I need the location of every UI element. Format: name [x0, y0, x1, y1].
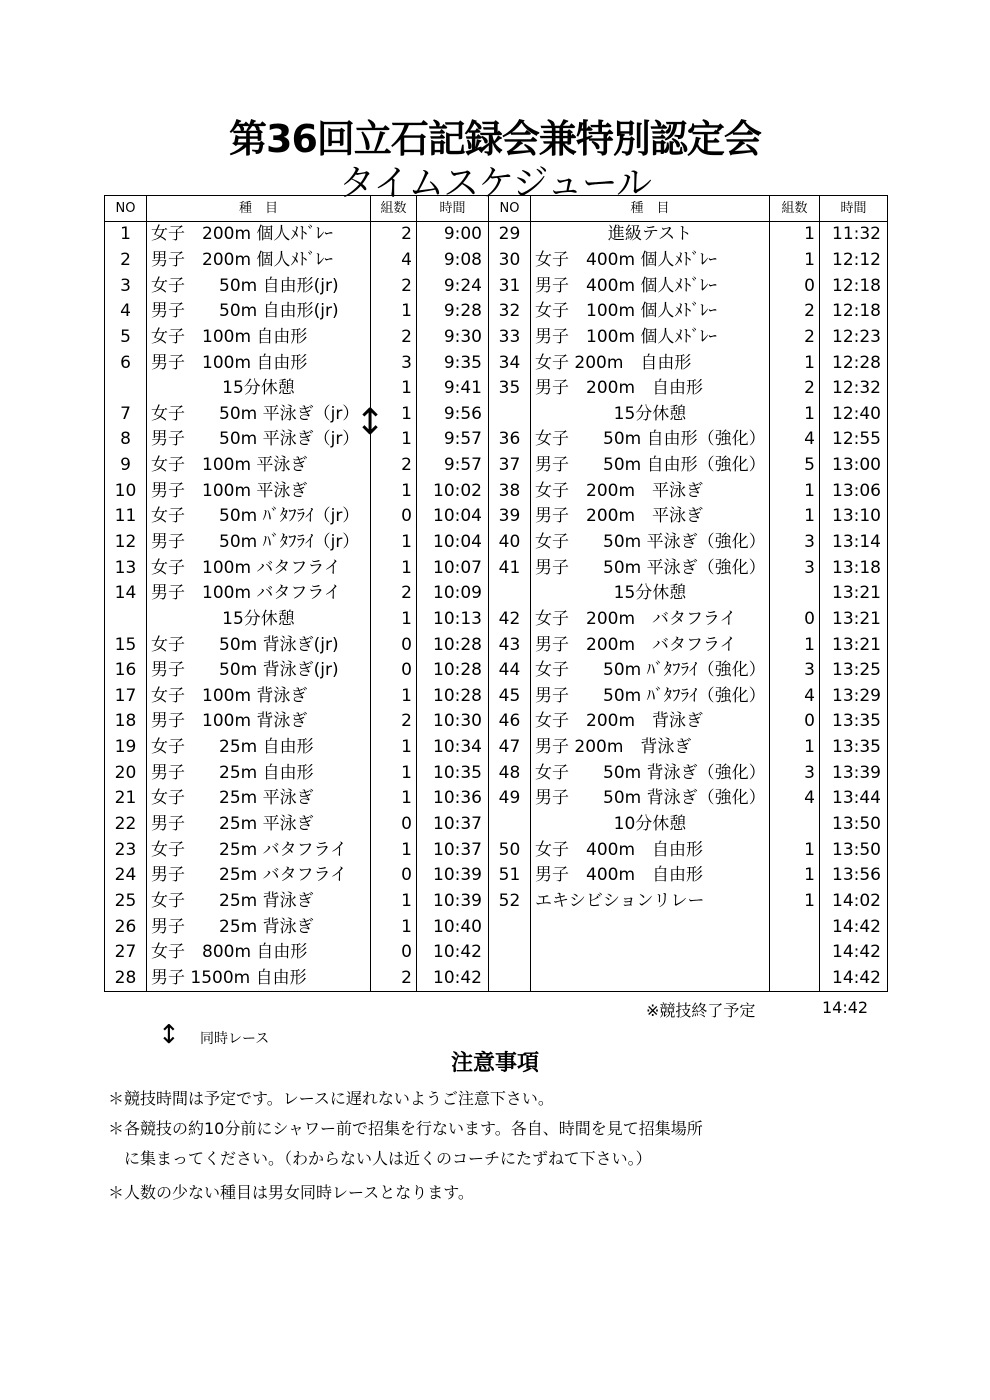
- legend-text: 同時レース: [200, 1031, 270, 1047]
- right-time-cell: 13:21: [820, 632, 888, 658]
- left-event-cell: 男子 200m 個人ﾒﾄﾞﾚｰ: [147, 248, 371, 274]
- left-no-cell: 21: [105, 786, 147, 812]
- table-row: [105, 632, 888, 658]
- right-time-cell: 13:29: [820, 684, 888, 710]
- right-event-cell: 女子 200m 自由形: [531, 350, 770, 376]
- left-time-cell: 9:57: [417, 427, 489, 453]
- table-row: [105, 658, 888, 684]
- right-groups-cell: 1: [770, 837, 820, 863]
- right-groups-cell: 2: [770, 299, 820, 325]
- right-event-cell: 15分休憩: [531, 581, 770, 607]
- right-groups-cell: 2: [770, 325, 820, 351]
- left-event-cell: 女子 100m バタフライ: [147, 555, 371, 581]
- left-time-cell: 9:00: [417, 222, 489, 248]
- table-row: [105, 863, 888, 889]
- right-event-cell: 男子 200m 背泳ぎ: [531, 735, 770, 761]
- left-time-cell: 10:42: [417, 940, 489, 966]
- table-row: [105, 530, 888, 556]
- left-no-cell: 18: [105, 709, 147, 735]
- left-event-cell: 男子 50m 自由形(jr): [147, 299, 371, 325]
- right-no-cell: 41: [489, 555, 531, 581]
- left-event-cell: 男子 25m 背泳ぎ: [147, 914, 371, 940]
- left-time-cell: 10:39: [417, 863, 489, 889]
- right-no-cell: 33: [489, 325, 531, 351]
- right-event-cell: 女子 400m 自由形: [531, 837, 770, 863]
- left-groups-cell: 4: [371, 248, 417, 274]
- left-time-cell: 10:40: [417, 914, 489, 940]
- left-time-cell: 9:08: [417, 248, 489, 274]
- header-groups: 組数: [371, 196, 417, 222]
- right-event-cell: [531, 940, 770, 966]
- left-time-cell: 9:35: [417, 350, 489, 376]
- right-time-cell: 12:40: [820, 401, 888, 427]
- table-row: [105, 504, 888, 530]
- end-note: ※競技終了予定: [646, 1001, 756, 1020]
- right-time-cell: 13:35: [820, 735, 888, 761]
- left-no-cell: 17: [105, 684, 147, 710]
- left-groups-cell: 2: [371, 325, 417, 351]
- table-row: [105, 940, 888, 966]
- left-time-cell: 10:04: [417, 504, 489, 530]
- table-row: [105, 914, 888, 940]
- left-event-cell: 女子 200m 個人ﾒﾄﾞﾚｰ: [147, 222, 371, 248]
- header-time: 時間: [417, 196, 489, 222]
- title-line-1: 第36回立石記録会兼特別認定会: [229, 117, 761, 161]
- left-event-cell: 女子 50m 平泳ぎ（jr）: [147, 401, 371, 427]
- note-4: ＊人数の少ない種目は男女同時レースとなります。: [108, 1183, 474, 1202]
- right-event-cell: 10分休憩: [531, 812, 770, 838]
- table-row: [105, 555, 888, 581]
- left-time-cell: 10:34: [417, 735, 489, 761]
- right-time-cell: 13:21: [820, 581, 888, 607]
- left-event-cell: 男子 50m 平泳ぎ（jr）: [147, 427, 371, 453]
- right-no-cell: 47: [489, 735, 531, 761]
- table-row: [105, 376, 888, 402]
- right-event-cell: 女子 200m 背泳ぎ: [531, 709, 770, 735]
- left-groups-cell: 1: [371, 760, 417, 786]
- right-time-cell: 12:32: [820, 376, 888, 402]
- left-groups-cell: 2: [371, 581, 417, 607]
- right-event-cell: 男子 400m 個人ﾒﾄﾞﾚｰ: [531, 273, 770, 299]
- right-groups-cell: [770, 966, 820, 992]
- right-groups-cell: 1: [770, 863, 820, 889]
- left-groups-cell: 1: [371, 684, 417, 710]
- right-groups-cell: 4: [770, 427, 820, 453]
- right-time-cell: 13:06: [820, 478, 888, 504]
- left-time-cell: 10:28: [417, 658, 489, 684]
- right-event-cell: 男子 100m 個人ﾒﾄﾞﾚｰ: [531, 325, 770, 351]
- right-event-cell: 男子 50m ﾊﾞﾀﾌﾗｲ（強化）: [531, 684, 770, 710]
- table-row: [105, 581, 888, 607]
- left-groups-cell: 3: [371, 350, 417, 376]
- right-groups-cell: 0: [770, 709, 820, 735]
- left-time-cell: 10:28: [417, 684, 489, 710]
- right-no-cell: [489, 966, 531, 992]
- left-groups-cell: 2: [371, 453, 417, 479]
- right-no-cell: [489, 581, 531, 607]
- right-time-cell: 13:18: [820, 555, 888, 581]
- right-event-cell: 男子 50m 背泳ぎ（強化）: [531, 786, 770, 812]
- table-row: [105, 478, 888, 504]
- left-groups-cell: 1: [371, 607, 417, 633]
- left-event-cell: 男子 100m 背泳ぎ: [147, 709, 371, 735]
- left-no-cell: 11: [105, 504, 147, 530]
- left-event-cell: 女子 50m ﾊﾞﾀﾌﾗｲ（jr）: [147, 504, 371, 530]
- header-event: 種 目: [147, 196, 371, 222]
- left-event-cell: 男子 25m 平泳ぎ: [147, 812, 371, 838]
- right-no-cell: 38: [489, 478, 531, 504]
- table-row: [105, 760, 888, 786]
- right-event-cell: 男子 200m 平泳ぎ: [531, 504, 770, 530]
- right-no-cell: 32: [489, 299, 531, 325]
- left-groups-cell: 1: [371, 299, 417, 325]
- left-groups-cell: 0: [371, 632, 417, 658]
- left-groups-cell: 1: [371, 376, 417, 402]
- right-time-cell: 14:42: [820, 966, 888, 992]
- notes-title: 注意事項: [450, 1051, 539, 1076]
- left-time-cell: 10:09: [417, 581, 489, 607]
- left-event-cell: 女子 100m 背泳ぎ: [147, 684, 371, 710]
- schedule-table: [104, 195, 888, 992]
- right-groups-cell: 1: [770, 735, 820, 761]
- title-line-2: タイムスケジュール: [338, 163, 652, 204]
- right-time-cell: 13:14: [820, 530, 888, 556]
- left-groups-cell: 0: [371, 812, 417, 838]
- right-event-cell: [531, 914, 770, 940]
- right-no-cell: 46: [489, 709, 531, 735]
- right-event-cell: [531, 966, 770, 992]
- right-time-cell: 12:23: [820, 325, 888, 351]
- right-no-cell: [489, 914, 531, 940]
- left-event-cell: 15分休憩: [147, 607, 371, 633]
- right-groups-cell: 0: [770, 607, 820, 633]
- right-time-cell: 12:55: [820, 427, 888, 453]
- left-no-cell: 25: [105, 889, 147, 915]
- right-groups-cell: 1: [770, 248, 820, 274]
- right-no-cell: 45: [489, 684, 531, 710]
- right-no-cell: 40: [489, 530, 531, 556]
- left-groups-cell: 1: [371, 786, 417, 812]
- right-event-cell: 男子 50m 自由形（強化）: [531, 453, 770, 479]
- left-no-cell: [105, 607, 147, 633]
- header-groups: 組数: [770, 196, 820, 222]
- left-groups-cell: 1: [371, 889, 417, 915]
- right-groups-cell: 1: [770, 350, 820, 376]
- right-no-cell: 50: [489, 837, 531, 863]
- right-groups-cell: 2: [770, 376, 820, 402]
- left-no-cell: 14: [105, 581, 147, 607]
- left-event-cell: 女子 25m バタフライ: [147, 837, 371, 863]
- simultaneous-race-legend-icon: ↕: [158, 1020, 180, 1050]
- left-event-cell: 女子 25m 平泳ぎ: [147, 786, 371, 812]
- right-time-cell: 13:35: [820, 709, 888, 735]
- right-no-cell: 44: [489, 658, 531, 684]
- right-no-cell: 42: [489, 607, 531, 633]
- left-groups-cell: 2: [371, 222, 417, 248]
- left-event-cell: 女子 50m 自由形(jr): [147, 273, 371, 299]
- right-groups-cell: 3: [770, 530, 820, 556]
- right-no-cell: 36: [489, 427, 531, 453]
- left-no-cell: 3: [105, 273, 147, 299]
- left-no-cell: 12: [105, 530, 147, 556]
- right-time-cell: 13:21: [820, 607, 888, 633]
- right-groups-cell: 0: [770, 273, 820, 299]
- left-groups-cell: 1: [371, 735, 417, 761]
- left-time-cell: 10:04: [417, 530, 489, 556]
- left-groups-cell: 0: [371, 940, 417, 966]
- right-event-cell: 男子 400m 自由形: [531, 863, 770, 889]
- left-time-cell: 10:35: [417, 760, 489, 786]
- right-time-cell: 12:18: [820, 299, 888, 325]
- right-time-cell: 13:00: [820, 453, 888, 479]
- table-header-row: [105, 196, 888, 222]
- table-row: [105, 299, 888, 325]
- left-groups-cell: 0: [371, 863, 417, 889]
- right-time-cell: 13:44: [820, 786, 888, 812]
- right-no-cell: 37: [489, 453, 531, 479]
- left-no-cell: [105, 376, 147, 402]
- left-event-cell: 女子 25m 背泳ぎ: [147, 889, 371, 915]
- left-no-cell: 9: [105, 453, 147, 479]
- table-row: [105, 222, 888, 248]
- table-row: [105, 453, 888, 479]
- left-time-cell: 9:30: [417, 325, 489, 351]
- right-time-cell: 11:32: [820, 222, 888, 248]
- right-time-cell: 12:12: [820, 248, 888, 274]
- header-no: NO: [489, 196, 531, 222]
- right-groups-cell: 1: [770, 504, 820, 530]
- right-time-cell: 14:42: [820, 914, 888, 940]
- note-2: ＊各競技の約10分前にシャワー前で招集を行ないます。各自、時間を見て招集場所: [108, 1119, 703, 1138]
- table-row: [105, 966, 888, 992]
- table-row: [105, 786, 888, 812]
- left-time-cell: 10:30: [417, 709, 489, 735]
- left-time-cell: 10:42: [417, 966, 489, 992]
- left-groups-cell: 1: [371, 401, 417, 427]
- table-row: [105, 709, 888, 735]
- right-time-cell: 12:18: [820, 273, 888, 299]
- left-event-cell: 女子 25m 自由形: [147, 735, 371, 761]
- left-groups-cell: 1: [371, 555, 417, 581]
- table-row: [105, 248, 888, 274]
- table-row: [105, 684, 888, 710]
- header-no: NO: [105, 196, 147, 222]
- left-groups-cell: 1: [371, 914, 417, 940]
- right-groups-cell: 4: [770, 684, 820, 710]
- left-no-cell: 10: [105, 478, 147, 504]
- table-row: [105, 401, 888, 427]
- right-event-cell: 女子 400m 個人ﾒﾄﾞﾚｰ: [531, 248, 770, 274]
- right-no-cell: 30: [489, 248, 531, 274]
- right-time-cell: 13:39: [820, 760, 888, 786]
- left-time-cell: 9:24: [417, 273, 489, 299]
- left-event-cell: 男子 25m バタフライ: [147, 863, 371, 889]
- left-no-cell: 5: [105, 325, 147, 351]
- right-time-cell: 13:50: [820, 837, 888, 863]
- left-event-cell: 男子 100m 自由形: [147, 350, 371, 376]
- right-event-cell: 男子 200m バタフライ: [531, 632, 770, 658]
- left-groups-cell: 2: [371, 709, 417, 735]
- table-row: [105, 837, 888, 863]
- left-time-cell: 10:28: [417, 632, 489, 658]
- left-no-cell: 26: [105, 914, 147, 940]
- left-event-cell: 女子 100m 平泳ぎ: [147, 453, 371, 479]
- left-time-cell: 9:28: [417, 299, 489, 325]
- left-no-cell: 22: [105, 812, 147, 838]
- right-groups-cell: 3: [770, 555, 820, 581]
- left-no-cell: 8: [105, 427, 147, 453]
- left-event-cell: 女子 50m 背泳ぎ(jr): [147, 632, 371, 658]
- header-event: 種 目: [531, 196, 770, 222]
- right-no-cell: 39: [489, 504, 531, 530]
- table-row: [105, 607, 888, 633]
- right-no-cell: 29: [489, 222, 531, 248]
- table-row: [105, 325, 888, 351]
- right-groups-cell: 5: [770, 453, 820, 479]
- right-event-cell: 女子 50m ﾊﾞﾀﾌﾗｲ（強化）: [531, 658, 770, 684]
- right-no-cell: 48: [489, 760, 531, 786]
- right-groups-cell: [770, 812, 820, 838]
- right-event-cell: 男子 50m 平泳ぎ（強化）: [531, 555, 770, 581]
- left-no-cell: 23: [105, 837, 147, 863]
- left-groups-cell: 0: [371, 658, 417, 684]
- right-time-cell: 14:42: [820, 940, 888, 966]
- simultaneous-race-icon: ↕: [355, 402, 386, 443]
- left-no-cell: 4: [105, 299, 147, 325]
- table-row: [105, 273, 888, 299]
- right-no-cell: 43: [489, 632, 531, 658]
- table-row: [105, 350, 888, 376]
- left-groups-cell: 1: [371, 478, 417, 504]
- right-event-cell: 進級テスト: [531, 222, 770, 248]
- table-row: [105, 427, 888, 453]
- right-groups-cell: 3: [770, 658, 820, 684]
- right-time-cell: 13:56: [820, 863, 888, 889]
- left-no-cell: 1: [105, 222, 147, 248]
- table-row: [105, 735, 888, 761]
- right-event-cell: 女子 200m バタフライ: [531, 607, 770, 633]
- right-groups-cell: 1: [770, 889, 820, 915]
- left-time-cell: 10:39: [417, 889, 489, 915]
- left-groups-cell: 0: [371, 504, 417, 530]
- left-no-cell: 6: [105, 350, 147, 376]
- left-event-cell: 男子 50m 背泳ぎ(jr): [147, 658, 371, 684]
- left-event-cell: 男子 25m 自由形: [147, 760, 371, 786]
- left-time-cell: 10:37: [417, 812, 489, 838]
- note-1: ＊競技時間は予定です。レースに遅れないようご注意下さい。: [108, 1089, 554, 1108]
- right-event-cell: 男子 200m 自由形: [531, 376, 770, 402]
- right-groups-cell: 4: [770, 786, 820, 812]
- right-no-cell: 51: [489, 863, 531, 889]
- right-groups-cell: 1: [770, 222, 820, 248]
- right-groups-cell: 1: [770, 478, 820, 504]
- right-no-cell: 34: [489, 350, 531, 376]
- left-event-cell: 男子 50m ﾊﾞﾀﾌﾗｲ（jr）: [147, 530, 371, 556]
- left-event-cell: 女子 100m 自由形: [147, 325, 371, 351]
- table-row: [105, 889, 888, 915]
- right-groups-cell: [770, 581, 820, 607]
- left-no-cell: 2: [105, 248, 147, 274]
- right-time-cell: 13:25: [820, 658, 888, 684]
- right-event-cell: エキシビションリレー: [531, 889, 770, 915]
- right-time-cell: 13:10: [820, 504, 888, 530]
- left-no-cell: 15: [105, 632, 147, 658]
- right-groups-cell: 1: [770, 632, 820, 658]
- end-time: 14:42: [822, 998, 869, 1017]
- right-time-cell: 14:02: [820, 889, 888, 915]
- left-no-cell: 28: [105, 966, 147, 992]
- left-time-cell: 9:57: [417, 453, 489, 479]
- left-no-cell: 13: [105, 555, 147, 581]
- left-time-cell: 10:36: [417, 786, 489, 812]
- table-row: [105, 812, 888, 838]
- left-event-cell: 男子 1500m 自由形: [147, 966, 371, 992]
- right-event-cell: 女子 200m 平泳ぎ: [531, 478, 770, 504]
- right-no-cell: [489, 812, 531, 838]
- right-groups-cell: [770, 914, 820, 940]
- right-no-cell: [489, 940, 531, 966]
- left-no-cell: 24: [105, 863, 147, 889]
- right-groups-cell: 3: [770, 760, 820, 786]
- left-no-cell: 19: [105, 735, 147, 761]
- right-no-cell: 49: [489, 786, 531, 812]
- right-no-cell: 35: [489, 376, 531, 402]
- left-groups-cell: 2: [371, 273, 417, 299]
- left-groups-cell: 1: [371, 427, 417, 453]
- left-event-cell: 女子 800m 自由形: [147, 940, 371, 966]
- right-groups-cell: [770, 940, 820, 966]
- left-event-cell: 15分休憩: [147, 376, 371, 402]
- left-no-cell: 16: [105, 658, 147, 684]
- left-event-cell: 男子 100m バタフライ: [147, 581, 371, 607]
- right-no-cell: [489, 401, 531, 427]
- left-groups-cell: 2: [371, 966, 417, 992]
- header-time: 時間: [820, 196, 888, 222]
- left-time-cell: 9:41: [417, 376, 489, 402]
- right-event-cell: 女子 50m 自由形（強化）: [531, 427, 770, 453]
- right-no-cell: 52: [489, 889, 531, 915]
- note-3: に集まってください。（わからない人は近くのコーチにたずねて下さい。）: [108, 1149, 652, 1168]
- right-event-cell: 15分休憩: [531, 401, 770, 427]
- right-groups-cell: 1: [770, 401, 820, 427]
- left-time-cell: 9:56: [417, 401, 489, 427]
- right-event-cell: 女子 50m 背泳ぎ（強化）: [531, 760, 770, 786]
- right-event-cell: 女子 100m 個人ﾒﾄﾞﾚｰ: [531, 299, 770, 325]
- left-no-cell: 7: [105, 401, 147, 427]
- left-no-cell: 20: [105, 760, 147, 786]
- left-time-cell: 10:37: [417, 837, 489, 863]
- right-time-cell: 13:50: [820, 812, 888, 838]
- left-groups-cell: 1: [371, 837, 417, 863]
- left-time-cell: 10:07: [417, 555, 489, 581]
- left-no-cell: 27: [105, 940, 147, 966]
- right-no-cell: 31: [489, 273, 531, 299]
- right-time-cell: 12:28: [820, 350, 888, 376]
- left-time-cell: 10:02: [417, 478, 489, 504]
- right-event-cell: 女子 50m 平泳ぎ（強化）: [531, 530, 770, 556]
- left-event-cell: 男子 100m 平泳ぎ: [147, 478, 371, 504]
- left-groups-cell: 1: [371, 530, 417, 556]
- left-time-cell: 10:13: [417, 607, 489, 633]
